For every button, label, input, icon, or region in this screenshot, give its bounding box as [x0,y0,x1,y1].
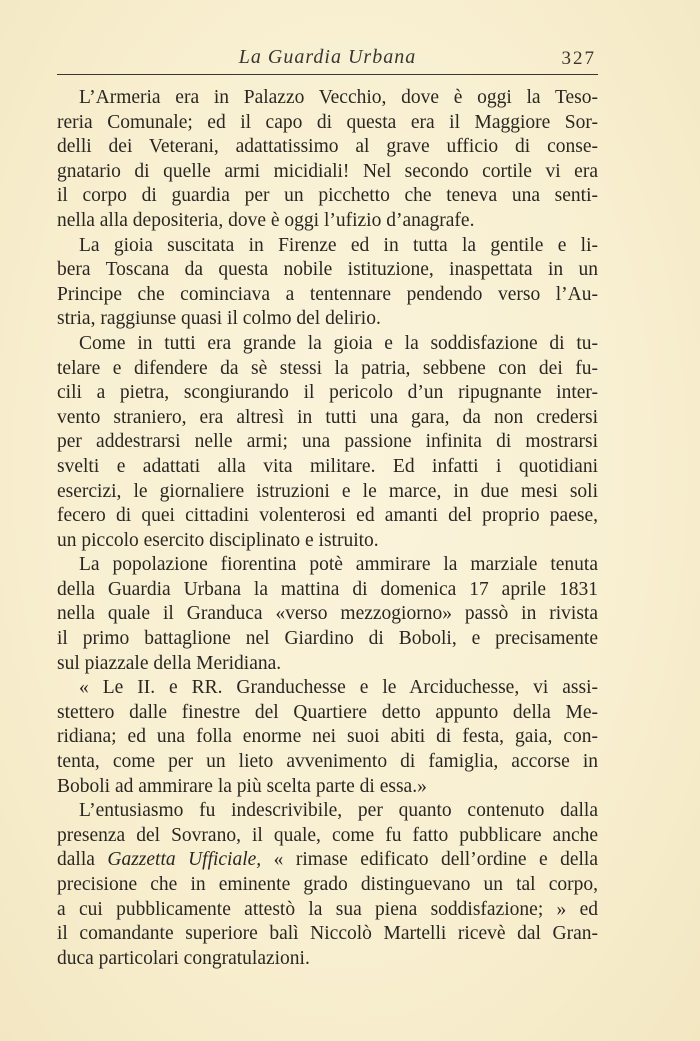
text-line: sul piazzale della Meridiana. [57,652,282,674]
text-line: a cui pubblicamente attestò la sua piena soddisfazione; » ed [57,898,598,920]
paragraph [57,234,598,332]
text-line: gnatario di quelle armi micidiali! Nel secondo cortile vi era [57,160,598,182]
paragraph [57,86,598,234]
running-title: La Guardia Urbana [238,46,417,68]
paragraph [57,332,598,553]
running-head [57,44,598,74]
text-line: nella alla depositeria, dove è oggi l’ufizio d’anagrafe. [57,209,475,231]
text-line: presenza del Sovrano, il quale, come fu fatto pubblicare anche [57,824,598,846]
text-line: La popolazione fiorentina potè ammirare la marziale tenuta [79,554,598,576]
text-line: il corpo di guardia per un picchetto che teneva una senti- [57,185,598,207]
text-line: duca particolari congratulazioni. [57,947,310,969]
text-line: La gioia suscitata in Firenze ed in tutta la gentile e li- [79,234,598,256]
text-line: esercizi, le giornaliere istruzioni e le marce, in due mesi soli [57,480,598,502]
paragraph [57,799,598,971]
text-line: Boboli ad ammirare la più scelta parte di essa.» [57,775,427,797]
text-line: della Guardia Urbana la mattina di domenica 17 aprile 1831 [57,578,598,600]
text-line: un piccolo esercito disciplinato e istruito. [57,529,379,551]
text-line: nella quale il Granduca «verso mezzogiorno» passò in rivista [57,603,598,625]
text-line: reria Comunale; ed il capo di questa era il Maggiore Sor- [57,111,598,133]
text-line: fecero di quei cittadini volenterosi ed amanti del proprio paese, [57,505,598,527]
text-line: tenta, come per un lieto avvenimento di famiglia, accorse in [57,751,598,773]
paragraph [57,676,598,799]
text-line: « Le II. e RR. Granduchesse e le Arciduchesse, vi assi- [79,677,598,699]
text-line: svelti e adattati alla vita militare. Ed infatti i quotidiani [57,455,598,477]
text-line: precisione che in eminente grado distinguevano un tal corpo, [57,874,598,895]
text-line: per addestrarsi nelle armi; una passione infinita di mostrarsi [57,431,598,453]
text-line: telare e difendere da sè stessi la patria, sebbene con dei fu- [57,357,598,379]
text-line: stettero dalle finestre del Quartiere detto appunto della Me- [57,701,598,723]
text-line: cili a pietra, scongiurando il pericolo d’un ripugnante inter- [57,382,598,404]
text-line: dalla Gazzetta Ufficiale, « rimase edificato dell’ordine e della [57,849,598,871]
text-line: il comandante superiore balì Niccolò Martelli ricevè dal Gran- [57,923,598,945]
text-line: delli dei Veterani, adattatissimo al grave ufficio di conse- [57,136,598,158]
text-line: il primo battaglione nel Giardino di Boboli, e precisamente [57,628,598,650]
text-line: ridiana; ed una folla enorme nei suoi abiti di festa, gaia, con- [57,726,598,748]
text-line: stria, raggiunse quasi il colmo del delirio. [57,308,381,330]
header-rule [57,74,598,75]
text-line: L’Armeria era in Palazzo Vecchio, dove è oggi la Teso- [79,87,598,108]
text-line: vento straniero, era altresì in tutti una gara, da non credersi [57,406,598,428]
text-line: L’entusiasmo fu indescrivibile, per quanto contenuto dalla [79,800,598,822]
body-text [57,86,598,971]
text-line: Come in tutti era grande la gioia e la soddisfazione di tu- [79,332,598,354]
page-number: 327 [561,48,596,69]
paragraph [57,553,598,676]
text-line: Principe che cominciava a tentennare pendendo verso l’Au- [57,283,598,305]
text-line: bera Toscana da questa nobile istituzione, inaspettata in un [57,259,598,281]
